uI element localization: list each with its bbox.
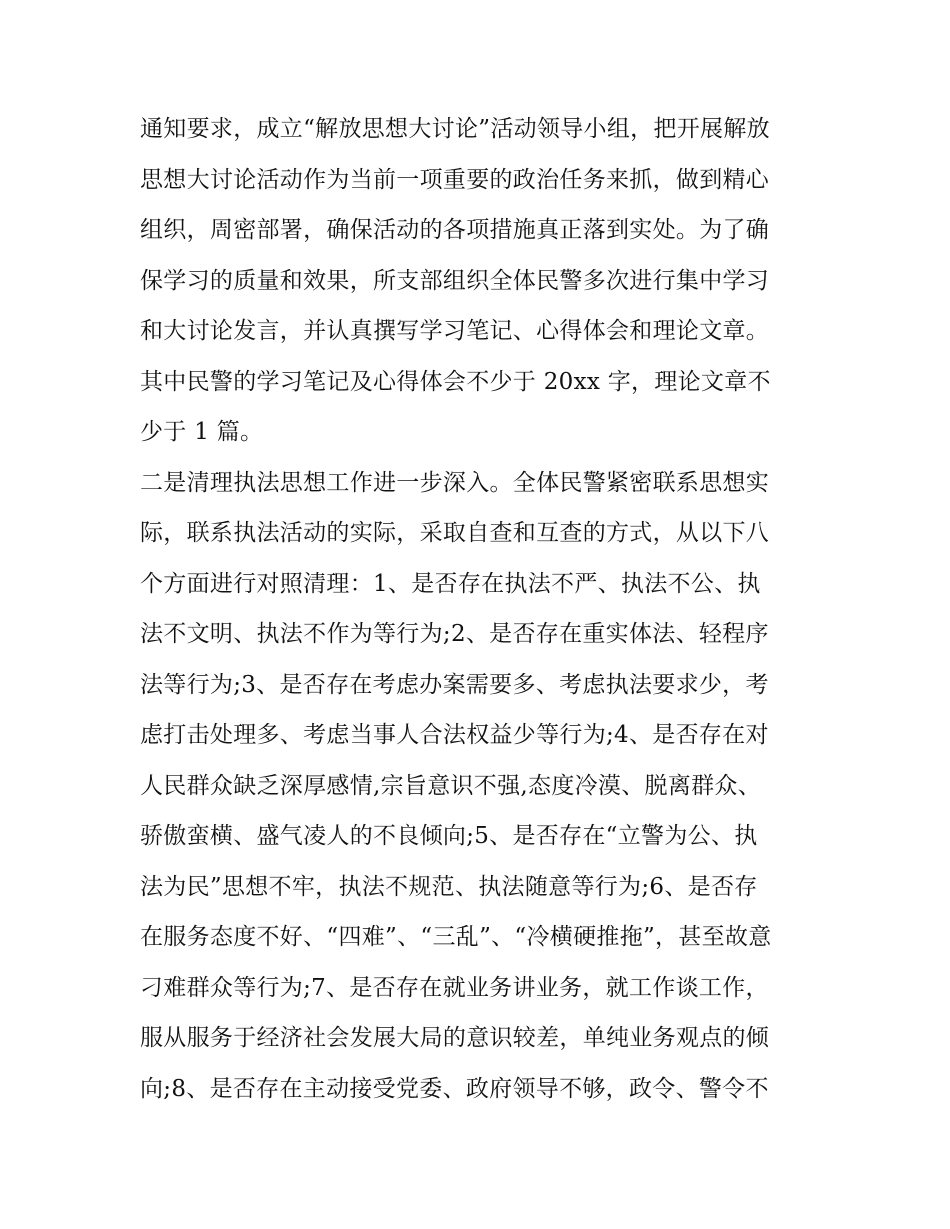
text-line: 和大讨论发言，并认真撰写学习笔记、心得体会和理论文章。 — [140, 318, 770, 344]
text-line: 保学习的质量和效果，所支部组织全体民警多次进行集中学习 — [140, 267, 770, 294]
text-line: 法等行为;3、是否存在考虑办案需要多、考虑执法要求少，考 — [140, 671, 769, 698]
text-line: 虑打击处理多、考虑当事人合法权益少等行为;4、是否存在对 — [140, 722, 769, 748]
text-line: 通知要求，成立“解放思想大讨论”活动领导小组，把开展解放 — [140, 116, 770, 142]
text-line: 法为民”思想不牢，执法不规范、执法随意等行为;6、是否存 — [140, 873, 758, 900]
text-line: 向;8、是否存在主动接受党委、政府领导不够，政令、警令不 — [140, 1075, 769, 1102]
text-line: 二是清理执法思想工作进一步深入。全体民警紧密联系思想实 — [140, 469, 770, 496]
text-line: 人民群众缺乏深厚感情,宗旨意识不强,态度冷漠、脱离群众、 — [140, 772, 762, 799]
text-line: 思想大讨论活动作为当前一项重要的政治任务来抓，做到精心 — [140, 166, 770, 193]
text-line: 组织，周密部署，确保活动的各项措施真正落到实处。为了确 — [140, 217, 770, 243]
text-line: 骄傲蛮横、盛气凌人的不良倾向;5、是否存在“立警为公、执 — [140, 823, 758, 849]
text-line: 际，联系执法活动的实际，采取自查和互查的方式，从以下八 — [140, 520, 770, 546]
text-line: 刁难群众等行为;7、是否存在就业务讲业务，就工作谈工作， — [140, 974, 769, 1001]
text-line: 少于 1 篇。 — [140, 419, 264, 445]
document-body — [140, 104, 820, 1114]
text-line: 在服务态度不好、“四难”、“三乱”、“冷横硬推拖”，甚至故意 — [140, 924, 772, 950]
text-line: 个方面进行对照清理：1、是否存在执法不严、执法不公、执 — [140, 570, 761, 597]
text-line: 法不文明、执法不作为等行为;2、是否存在重实体法、轻程序 — [140, 621, 769, 647]
text-line: 服从服务于经济社会发展大局的意识较差，单纯业务观点的倾 — [140, 1025, 770, 1051]
text-line: 其中民警的学习笔记及心得体会不少于 20xx 字，理论文章不 — [140, 368, 771, 395]
